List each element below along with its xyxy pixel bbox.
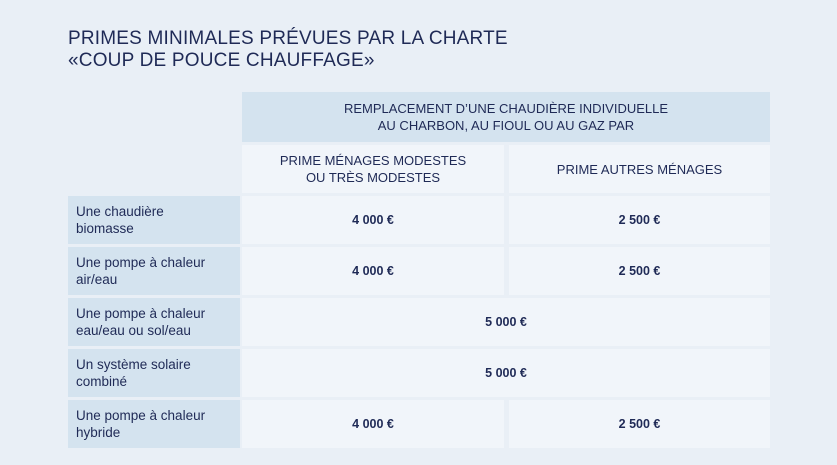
- group-header-line-2: AU CHARBON, AU FIOUL OU AU GAZ PAR: [377, 118, 635, 133]
- row-label: [68, 196, 240, 244]
- row-label-line-2: biomasse: [76, 221, 134, 236]
- prime-other-value: 2 500 €: [509, 247, 770, 295]
- column-header-other-line-1: PRIME AUTRES MÉNAGES: [556, 161, 723, 177]
- row-label-line-1: Une pompe à chaleur: [76, 306, 206, 321]
- title-line-1: PRIMES MINIMALES PRÉVUES PAR LA CHARTE: [68, 28, 508, 49]
- row-label-line-1: Une pompe à chaleur: [76, 255, 206, 270]
- prime-modest-value: 4 000 €: [242, 196, 504, 244]
- row-label: [68, 247, 240, 295]
- row-label-line-2: combiné: [76, 374, 128, 389]
- title-line-2: «COUP DE POUCE CHAUFFAGE»: [68, 50, 375, 71]
- row-label-line-2: air/eau: [76, 272, 118, 287]
- column-header-modest-line-2: OU TRÈS MODESTES: [305, 170, 441, 185]
- column-header-modest-line-1: PRIME MÉNAGES MODESTES: [279, 153, 467, 168]
- row-label-line-1: Une chaudière: [76, 204, 164, 219]
- row-label: [68, 298, 240, 346]
- prime-other-value: 2 500 €: [509, 196, 770, 244]
- group-header: [242, 92, 770, 142]
- row-label-line-2: hybride: [76, 425, 121, 440]
- prime-merged-value: 5 000 €: [242, 298, 770, 346]
- row-label-line-2: eau/eau ou sol/eau: [76, 323, 191, 338]
- row-label: [68, 400, 240, 448]
- column-header-other: [509, 145, 770, 193]
- row-label-line-1: Un système solaire: [76, 357, 191, 372]
- prime-merged-value: 5 000 €: [242, 349, 770, 397]
- prime-other-value: 2 500 €: [509, 400, 770, 448]
- row-label: [68, 349, 240, 397]
- column-header-modest: [242, 145, 504, 193]
- row-label-line-1: Une pompe à chaleur: [76, 408, 206, 423]
- group-header-line-1: REMPLACEMENT D’UNE CHAUDIÈRE INDIVIDUELLE: [343, 101, 669, 116]
- prime-modest-value: 4 000 €: [242, 400, 504, 448]
- page-title: [68, 28, 508, 72]
- prime-modest-value: 4 000 €: [242, 247, 504, 295]
